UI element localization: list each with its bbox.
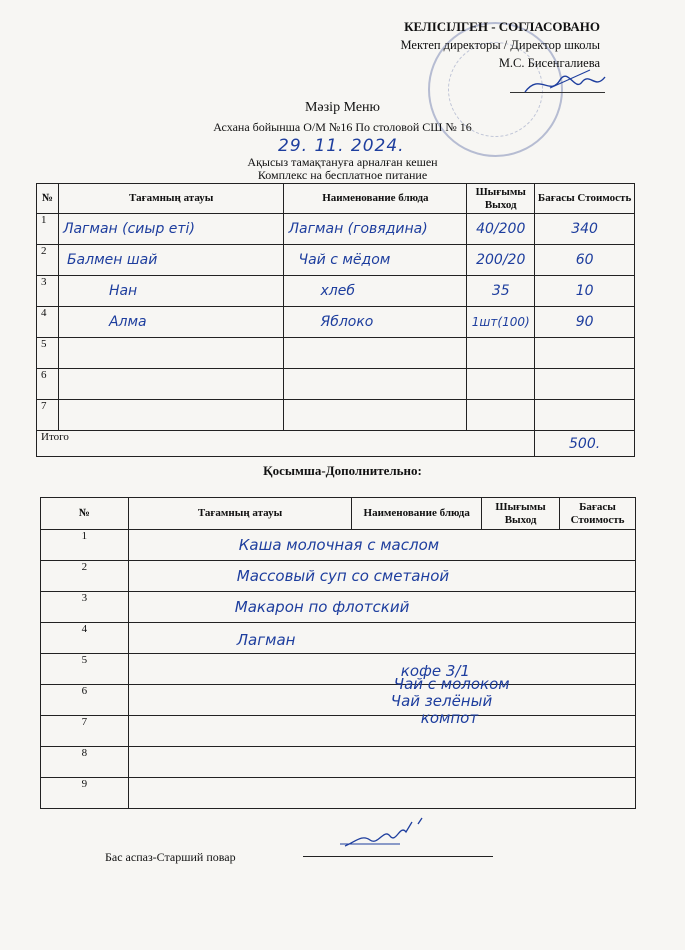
row-number: 2 (41, 561, 129, 592)
table-row (37, 276, 635, 307)
table-row (41, 747, 636, 778)
dish-name-ru: Лагман (говядина) (284, 214, 467, 245)
col-number: № (41, 498, 129, 530)
table-row (41, 654, 636, 685)
dish-name-kz: Лагман (сиыр еті) (58, 214, 284, 245)
col-price: Бағасы Стоимость (560, 498, 636, 530)
complex-heading (0, 156, 685, 182)
chef-signature-line (303, 856, 493, 857)
dish-cell (128, 530, 635, 561)
row-number: 1 (37, 214, 59, 245)
col-output: Шығымы Выход (467, 184, 535, 214)
table-row (41, 592, 636, 623)
additional-section-title: Қосымша-Дополнительно: (263, 463, 422, 478)
menu-title: Мәзір Меню (304, 100, 380, 115)
row-number: 9 (41, 778, 129, 809)
table-row (37, 369, 635, 400)
table-row (41, 778, 636, 809)
dish-cell (128, 778, 635, 809)
dish-handwritten: Чай зелёный (390, 692, 493, 710)
chef-signature (340, 814, 430, 854)
dish-name-kz (58, 338, 284, 369)
table-header-row (41, 498, 636, 530)
dish-name-kz: Балмен шай (58, 245, 284, 276)
table-row (37, 400, 635, 431)
row-number: 5 (41, 654, 129, 685)
dish-name-ru (284, 369, 467, 400)
chef-label: Бас аспаз-Старший повар (105, 850, 236, 864)
approval-position: Мектеп директоры / Директор школы (400, 38, 600, 52)
col-output: Шығымы Выход (482, 498, 560, 530)
col-name-ru: Наименованиe блюда (284, 184, 467, 214)
canteen-line: Асхана бойынша О/М №16 По столовой СШ № 16 (213, 120, 472, 134)
dish-cell (128, 561, 635, 592)
additional-menu-table (40, 497, 636, 809)
table-row (41, 561, 636, 592)
total-row (37, 431, 635, 457)
row-number: 2 (37, 245, 59, 276)
dish-handwritten: кофе 3/1 (400, 662, 470, 680)
col-number: № (37, 184, 59, 214)
dish-name-ru: Яблоко (284, 307, 467, 338)
row-number: 6 (41, 685, 129, 716)
col-name-kz: Тағамның атауы (128, 498, 352, 530)
dish-output: 35 (467, 276, 535, 307)
col-name-kz: Тағамның атауы (58, 184, 284, 214)
dish-price (535, 338, 635, 369)
dish-name-kz (58, 369, 284, 400)
row-number: 4 (41, 623, 129, 654)
dish-name-kz: Нан (58, 276, 284, 307)
table-row (41, 685, 636, 716)
row-number: 7 (41, 716, 129, 747)
row-number: 7 (37, 400, 59, 431)
table-row (37, 214, 635, 245)
table-row (41, 623, 636, 654)
row-number: 6 (37, 369, 59, 400)
free-meal-menu-table (36, 183, 635, 457)
dish-price (535, 369, 635, 400)
table-row (37, 245, 635, 276)
dish-output: 40/200 (467, 214, 535, 245)
director-signature (520, 62, 610, 102)
table-row (37, 307, 635, 338)
dish-price: 60 (535, 245, 635, 276)
dish-handwritten: Массовый суп со сметаной (236, 567, 450, 585)
dish-name-ru: Чай с мёдом (284, 245, 467, 276)
dish-cell (128, 675, 635, 716)
handwritten-date: 29. 11. 2024. (278, 136, 405, 156)
col-name-ru: Наименованиe блюда (352, 498, 482, 530)
dish-output (467, 400, 535, 431)
dish-name-ru: хлеб (284, 276, 467, 307)
dish-name-kz (58, 400, 284, 431)
dish-price (535, 400, 635, 431)
total-label: Итого (37, 431, 535, 457)
table-row (41, 530, 636, 561)
row-number: 3 (41, 592, 129, 623)
row-number: 4 (37, 307, 59, 338)
row-number: 1 (41, 530, 129, 561)
dish-price: 90 (535, 307, 635, 338)
dish-price: 10 (535, 276, 635, 307)
dish-cell (128, 654, 635, 685)
dish-handwritten: Каша молочная с маслом (238, 536, 440, 554)
dish-price: 340 (535, 214, 635, 245)
dish-name-ru (284, 400, 467, 431)
approval-title: КЕЛІСІЛГЕН - СОГЛАСОВАНО (404, 19, 600, 34)
row-number: 8 (41, 747, 129, 778)
col-price: Бағасы Стоимость (535, 184, 635, 214)
dish-handwritten: Лагман (236, 631, 296, 649)
dish-output: 1шт(100) (467, 307, 535, 338)
complex-heading-kz: Ақысыз тамақтануға арналған кешен (247, 155, 438, 169)
total-value: 500. (535, 431, 635, 457)
dish-name-kz: Алма (58, 307, 284, 338)
dish-cell (128, 592, 635, 623)
row-number: 3 (37, 276, 59, 307)
dish-name-ru (284, 338, 467, 369)
row-number: 5 (37, 338, 59, 369)
dish-cell (128, 692, 635, 747)
dish-cell (128, 709, 635, 778)
dish-output: 200/20 (467, 245, 535, 276)
table-row (37, 338, 635, 369)
dish-output (467, 369, 535, 400)
dish-handwritten: Чай с молоком (393, 675, 510, 693)
complex-heading-ru: Комплекс на бесплатное питание (257, 168, 428, 182)
dish-handwritten: Макарон по флотский (234, 598, 410, 616)
dish-handwritten: компот (420, 709, 479, 727)
dish-output (467, 338, 535, 369)
table-header-row (37, 184, 635, 214)
approval-name: М.С. Бисенгалиева (498, 56, 600, 70)
dish-cell (128, 623, 635, 654)
table-row (41, 716, 636, 747)
